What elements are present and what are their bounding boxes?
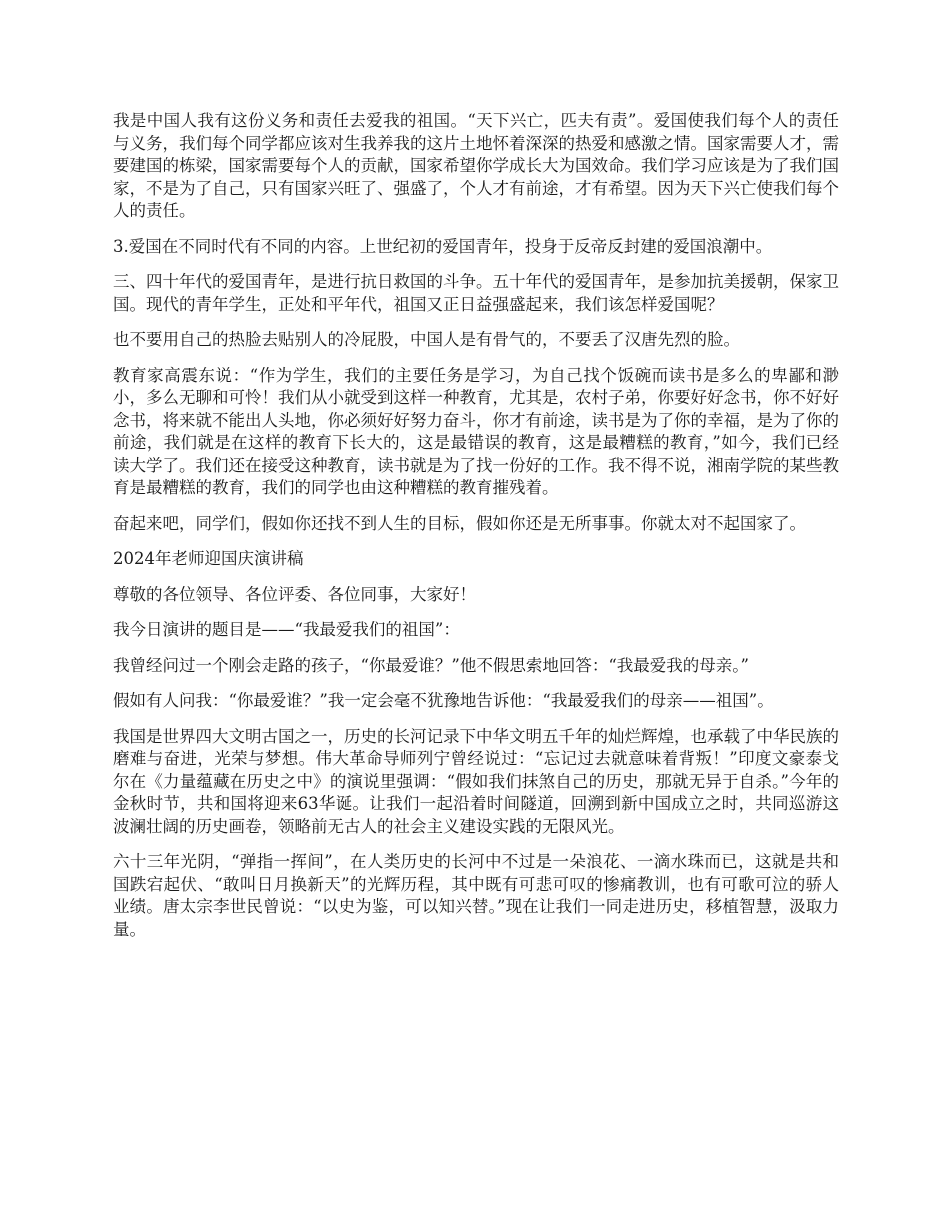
paragraph-4: 也不要用自己的热脸去贴别人的冷屁股，中国人是有骨气的，不要丢了汉唐先烈的脸。	[113, 330, 740, 349]
paragraph-6: 奋起来吧，同学们，假如你还找不到人生的目标，假如你还是无所事事。你就太对不起国家了。	[113, 513, 806, 533]
paragraph-2: 3.爱国在不同时代有不同的内容。上世纪初的爱国青年，投身于反帝反封建的爱国浪潮中。	[113, 236, 773, 256]
paragraph-12: 我国是世界四大文明古国之一，历史的长河记录下中华文明五千年的灿烂辉煌，也承载了中华民族的磨难与奋进，光荣与梦想。伟大革命导师列宁曾经说过：“忘记过去就意味着背叛！”印度文豪泰戈尔在《力量蕴藏在历史之中》的演说里强调：“假如我们抹煞自己的历史，那就无异于自杀。”今年的金秋时节，共和国将迎来63华诞。让我们一起沿着时间隧道，回溯到新中国成立之时，共同巡游这波澜壮阔的历史画卷，领略前无古人的社会主义建设实践的无限风光。	[113, 726, 839, 836]
paragraph-13: 六十三年光阴，“弹指一挥间”，在人类历史的长河中不过是一朵浪花、一滴水珠而已，这就是共和国跌宕起伏、“敢叫日月换新天”的光辉历程，其中既有可悲可叹的惨痛教训，也有可歌可泣的骄人业绩。唐太宗李世民曾说：“以史为鉴，可以知兴替。”现在让我们一同走进历史，移植智慧，汲取力量。	[113, 852, 839, 939]
section-title: 2024年老师迎国庆演讲稿	[113, 549, 304, 568]
paragraph-1: 我是中国人我有这份义务和责任去爱我的祖国。“天下兴亡，匹夫有责”。爱国使我们每个人的责任与义务，我们每个同学都应该对生我养我的这片土地怀着深深的热爱和感激之情。国家需要人才，需要建国的栋梁，国家需要每个人的贡献，国家希望你学成长大为国效命。我们学习应该是为了我们国家，不是为了自己，只有国家兴旺了、强盛了，个人才有前途，才有希望。因为天下兴亡使我们每个人的责任。	[113, 111, 839, 220]
document-body	[113, 110, 839, 954]
paragraph-5: 教育家高震东说：“作为学生，我们的主要任务是学习，为自己找个饭碗而读书是多么的卑鄙和渺小，多么无聊和可怜！我们从小就受到这样一种教育，尤其是，农村子弟，你要好好念书，你不好好念书，将来就不能出人头地，你必须好好努力奋斗，你才有前途，读书是为了你的幸福，是为了你的前途，我们就是在这样的教育下长大的，这是最错误的教育，这是最糟糕的教育，”如今，我们已经读大学了。我们还在接受这种教育，读书就是为了找一份好的工作。我不得不说，湘南学院的某些教育是最糟糕的教育，我们的同学也由这种糟糕的教育摧残着。	[113, 365, 839, 497]
paragraph-10: 我曾经问过一个刚会走路的孩子，“你最爱谁？”他不假思索地回答：“我最爱我的母亲。”	[113, 655, 749, 675]
paragraph-greeting: 尊敬的各位领导、各位评委、各位同事，大家好！	[113, 584, 476, 604]
paragraph-11: 假如有人问我：“你最爱谁？”我一定会毫不犹豫地告诉他：“我最爱我们的母亲——祖国”。	[113, 691, 774, 710]
paragraph-3: 三、四十年代的爱国青年，是进行抗日救国的斗争。五十年代的爱国青年，是参加抗美援朝，保家卫国。现代的青年学生，正处和平年代，祖国又正日益强盛起来，我们该怎样爱国呢？	[113, 272, 839, 314]
paragraph-topic: 我今日演讲的题目是——“我最爱我们的祖国”：	[113, 620, 460, 639]
